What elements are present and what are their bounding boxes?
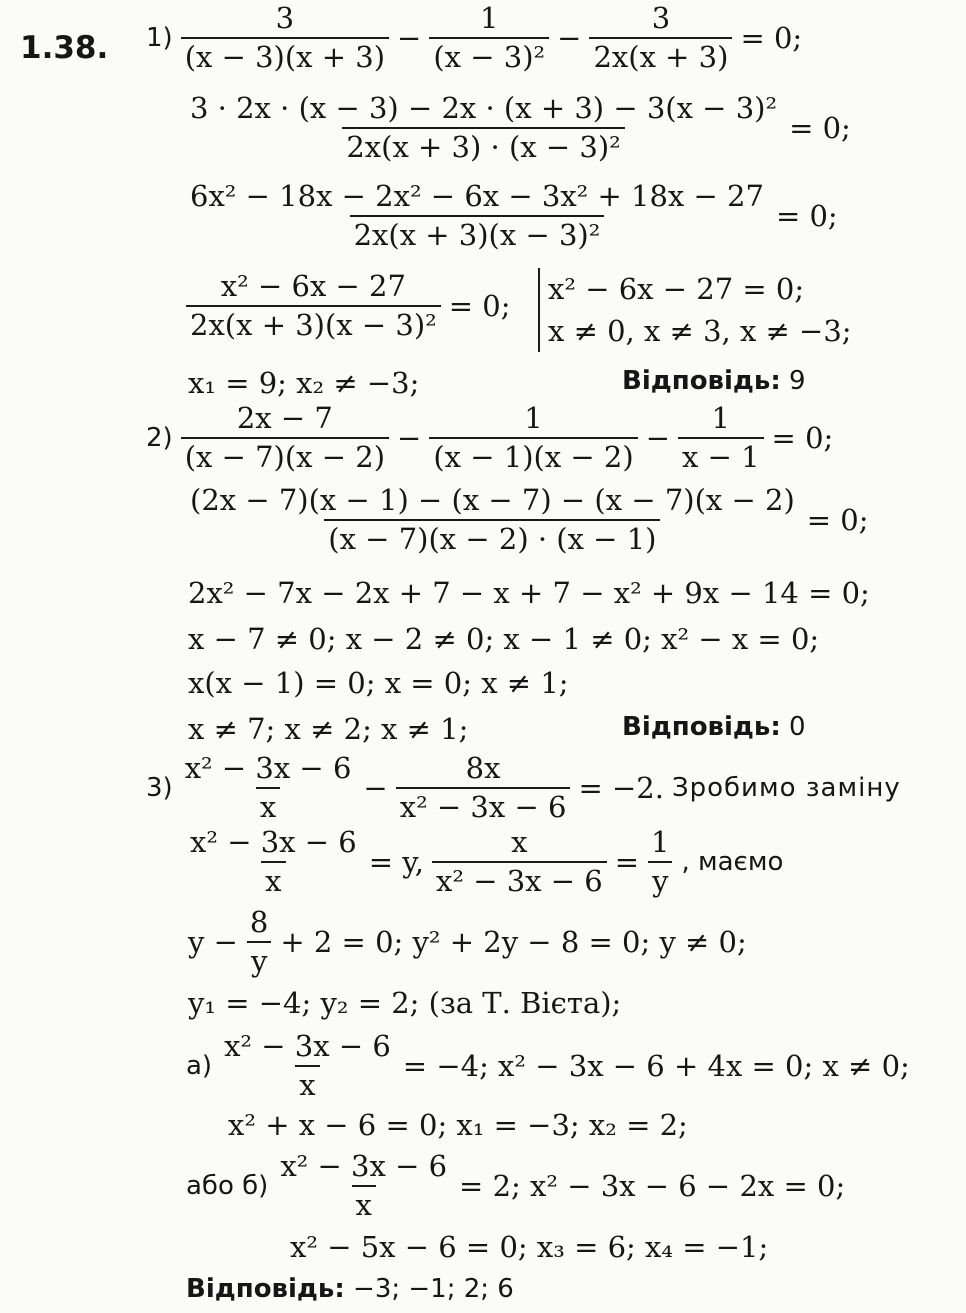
part3-label: 3) [146,773,173,804]
fraction: $\frac{1}{(x - 1)(x - 2)}$ [429,402,637,475]
fraction: $\frac{1}{x - 1}$ [678,402,764,475]
part2-line3: 2x² − 7x − 2x + 7 − x + 7 − x² + 9x − 14 = 0; [188,576,870,610]
part1-label: 1) [146,23,173,54]
part2-label: 2) [146,423,173,454]
part3-case-b: або б) $\frac{\text{x² − 3x − 6}}{x}$ = 2; x² − 3x − 6 − 2x = 0; [186,1149,846,1223]
part3-substitution: $\frac{\text{x² − 3x − 6}}{x}$ = y, $\frac{x}{\text{x² − 3x − 6}}$ = $\frac{1}{y}$ , маємо [186,826,783,899]
part2-eq2: $\frac{(2x - 7)(x - 1) - (x - 7) - (x - 7)(x - 2)}{(x - 7)(x - 2) \cdot (x - 1)}$ = 0; [186,484,869,557]
part3-case-a: а) $\frac{\text{x² − 3x − 6}}{x}$ = −4; x² − 3x − 6 + 4x = 0; x ≠ 0; [186,1029,910,1103]
problem-number: 1.38. [20,30,109,66]
fraction: $\frac{\text{3 · 2x · (x − 3) − 2x · (x + 3) − 3(x − 3)²}}{\text{2x(x + 3) · (x − 3)²}}$ [190,91,778,165]
part3-eq1: 3) $\frac{\text{x² − 3x − 6}}{x}$ − $\frac{8x}{\text{x² − 3x − 6}}$ = −2. Зробимо заміну [146,751,901,825]
part1-roots: x₁ = 9; x₂ ≠ −3; [188,366,420,400]
part3-answer: Відповідь: −3; −1; 2; 6 [186,1274,514,1304]
fraction: $\frac{2x - 7}{(x - 7)(x - 2)}$ [181,402,389,475]
fraction: $\frac{x}{\text{x² − 3x − 6}}$ [432,826,607,899]
part1-answer: Відповідь: 9 [622,366,806,396]
part3-y-roots: y₁ = −4; y₂ = 2; (за Т. Вієта); [188,986,622,1020]
part1-system [538,268,852,352]
part1-eq2: $\frac{\text{3 · 2x · (x − 3) − 2x · (x + 3) − 3(x − 3)²}}{\text{2x(x + 3) · (x − 3)²}}$ = 0; [186,92,851,165]
part1-eq4: $\frac{\text{x² − 6x − 27}}{\text{2x(x + 3)(x − 3)²}}$ = 0; [186,270,511,343]
part3-case-a-line2: x² + x − 6 = 0; x₁ = −3; x₂ = 2; [228,1108,688,1142]
fraction: $\frac{\text{x² − 3x − 6}}{x}$ [184,751,352,825]
part2-line4: x − 7 ≠ 0; x − 2 ≠ 0; x − 1 ≠ 0; x² − x = 0; [188,622,820,656]
part2-eq1: 2) $\frac{2x - 7}{(x - 7)(x - 2)}$ − $\frac{1}{(x - 1)(x - 2)}$ − $\frac{1}{x - 1}$ = 0; [146,401,834,475]
fraction: $\frac{\text{x² − 3x − 6}}{x}$ [224,1029,391,1103]
fraction: $\frac{\text{x² − 6x − 27}}{\text{2x(x + 3)(x − 3)²}}$ [186,270,441,343]
part3-case-b-line2: x² − 5x − 6 = 0; x₃ = 6; x₄ = −1; [290,1230,769,1264]
part1-eq3: $\frac{\text{6x² − 18x − 2x² − 6x − 3x² + 18x − 27}}{\text{2x(x + 3)(x − 3)²}}$ = 0; [186,180,838,253]
system-brace: x² − 6x − 27 = 0; x ≠ 0, x ≠ 3, x ≠ −3; [538,268,852,352]
fraction: $\frac{3}{2x(x + 3)}$ [589,2,732,75]
fraction: $\frac{(2x - 7)(x - 1) - (x - 7) - (x - 7)(x - 2)}{(x - 7)(x - 2) \cdot (x - 1)}$ [190,483,795,557]
part3-y-equation: y − $\frac{8}{y}$ + 2 = 0; y² + 2y − 8 = 0; y ≠ 0; [188,905,747,979]
part2-line5: x(x − 1) = 0; x = 0; x ≠ 1; [188,666,569,700]
part1-eq1: 1) $\frac{3}{(x - 3)(x + 3)}$ − $\frac{1}{\text{(x − 3)²}}$ − $\frac{3}{2x(x + 3)}$ = 0; [146,1,803,75]
fraction: $\frac{8x}{\text{x² − 3x − 6}}$ [396,752,571,825]
part2-line6: x ≠ 7; x ≠ 2; x ≠ 1; [188,712,469,746]
part2-answer: Відповідь: 0 [622,712,806,742]
fraction: $\frac{\text{6x² − 18x − 2x² − 6x − 3x² + 18x − 27}}{\text{2x(x + 3)(x − 3)²}}$ [190,179,764,253]
fraction: $\frac{1}{\text{(x − 3)²}}$ [429,2,549,75]
fraction: $\frac{8}{y}$ [246,906,272,979]
fraction: $\frac{\text{x² − 3x − 6}}{x}$ [280,1149,448,1223]
fraction: $\frac{1}{y}$ [647,826,673,899]
fraction: $\frac{3}{(x - 3)(x + 3)}$ [181,2,389,75]
fraction: $\frac{\text{x² − 3x − 6}}{x}$ [190,825,357,899]
